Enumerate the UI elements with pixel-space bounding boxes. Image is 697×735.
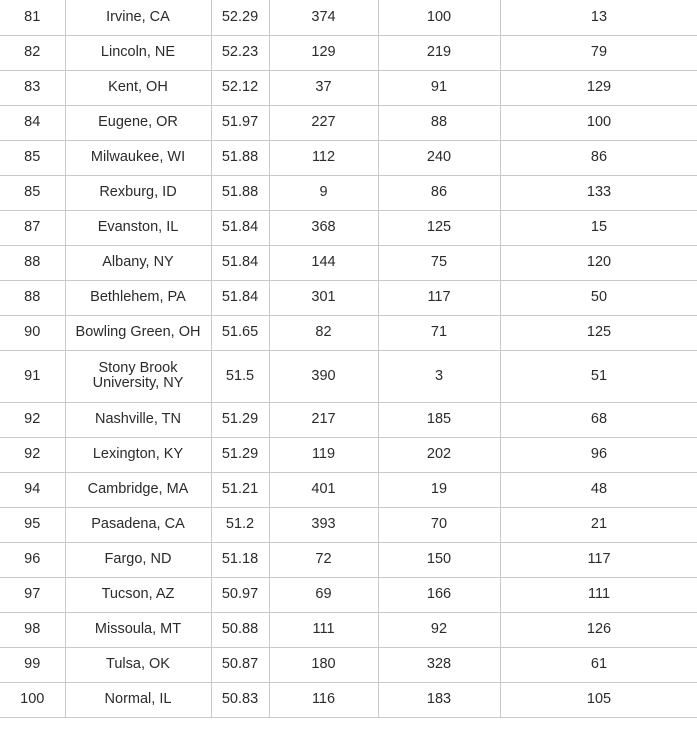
rank-cell: 96 — [0, 542, 65, 577]
metric-cell: 217 — [269, 402, 378, 437]
metric-cell: 120 — [500, 245, 697, 280]
metric-cell: 393 — [269, 507, 378, 542]
metric-cell: 71 — [378, 315, 500, 350]
metric-cell: 50 — [500, 280, 697, 315]
city-cell: Fargo, ND — [65, 542, 211, 577]
rank-cell: 84 — [0, 105, 65, 140]
rank-cell: 91 — [0, 350, 65, 402]
score-cell: 51.84 — [211, 245, 269, 280]
table-row — [0, 350, 697, 402]
city-cell: Cambridge, MA — [65, 472, 211, 507]
rank-cell: 82 — [0, 35, 65, 70]
city-cell: Pasadena, CA — [65, 507, 211, 542]
score-cell: 51.2 — [211, 507, 269, 542]
metric-cell: 51 — [500, 350, 697, 402]
metric-cell: 9 — [269, 175, 378, 210]
metric-cell: 401 — [269, 472, 378, 507]
metric-cell: 69 — [269, 577, 378, 612]
city-cell: Tucson, AZ — [65, 577, 211, 612]
rank-cell: 94 — [0, 472, 65, 507]
table-row — [0, 612, 697, 647]
rank-cell: 90 — [0, 315, 65, 350]
metric-cell: 72 — [269, 542, 378, 577]
city-cell: Albany, NY — [65, 245, 211, 280]
table-row — [0, 472, 697, 507]
metric-cell: 100 — [500, 105, 697, 140]
metric-cell: 166 — [378, 577, 500, 612]
metric-cell: 88 — [378, 105, 500, 140]
metric-cell: 61 — [500, 647, 697, 682]
score-cell: 51.5 — [211, 350, 269, 402]
rank-cell: 85 — [0, 175, 65, 210]
city-cell: Irvine, CA — [65, 0, 211, 35]
table-row — [0, 70, 697, 105]
score-cell: 51.97 — [211, 105, 269, 140]
metric-cell: 126 — [500, 612, 697, 647]
score-cell: 50.97 — [211, 577, 269, 612]
table-row — [0, 210, 697, 245]
metric-cell: 37 — [269, 70, 378, 105]
score-cell: 51.21 — [211, 472, 269, 507]
metric-cell: 150 — [378, 542, 500, 577]
city-cell: Milwaukee, WI — [65, 140, 211, 175]
rank-cell: 88 — [0, 280, 65, 315]
metric-cell: 111 — [500, 577, 697, 612]
table-row — [0, 437, 697, 472]
metric-cell: 86 — [378, 175, 500, 210]
rank-cell: 88 — [0, 245, 65, 280]
metric-cell: 15 — [500, 210, 697, 245]
score-cell: 51.88 — [211, 140, 269, 175]
city-cell: Lexington, KY — [65, 437, 211, 472]
metric-cell: 19 — [378, 472, 500, 507]
city-cell: Lincoln, NE — [65, 35, 211, 70]
metric-cell: 301 — [269, 280, 378, 315]
rank-cell: 81 — [0, 0, 65, 35]
metric-cell: 328 — [378, 647, 500, 682]
metric-cell: 21 — [500, 507, 697, 542]
city-cell: Stony Brook University, NY — [65, 350, 211, 402]
score-cell: 50.88 — [211, 612, 269, 647]
table-row — [0, 140, 697, 175]
table-row — [0, 577, 697, 612]
city-cell: Kent, OH — [65, 70, 211, 105]
table-row — [0, 280, 697, 315]
score-cell: 51.29 — [211, 402, 269, 437]
score-cell: 51.29 — [211, 437, 269, 472]
table-row — [0, 402, 697, 437]
metric-cell: 100 — [378, 0, 500, 35]
score-cell: 50.83 — [211, 682, 269, 717]
score-cell: 51.88 — [211, 175, 269, 210]
city-cell: Nashville, TN — [65, 402, 211, 437]
city-cell: Bethlehem, PA — [65, 280, 211, 315]
table-row — [0, 507, 697, 542]
table-row — [0, 175, 697, 210]
rank-cell: 87 — [0, 210, 65, 245]
metric-cell: 202 — [378, 437, 500, 472]
table-row — [0, 315, 697, 350]
metric-cell: 374 — [269, 0, 378, 35]
rank-cell: 95 — [0, 507, 65, 542]
metric-cell: 129 — [500, 70, 697, 105]
metric-cell: 70 — [378, 507, 500, 542]
metric-cell: 92 — [378, 612, 500, 647]
metric-cell: 68 — [500, 402, 697, 437]
table-row — [0, 245, 697, 280]
metric-cell: 368 — [269, 210, 378, 245]
table-row — [0, 0, 697, 35]
metric-cell: 240 — [378, 140, 500, 175]
metric-cell: 111 — [269, 612, 378, 647]
metric-cell: 48 — [500, 472, 697, 507]
rank-cell: 99 — [0, 647, 65, 682]
city-cell: Eugene, OR — [65, 105, 211, 140]
metric-cell: 125 — [378, 210, 500, 245]
score-cell: 51.65 — [211, 315, 269, 350]
rank-cell: 92 — [0, 402, 65, 437]
metric-cell: 105 — [500, 682, 697, 717]
score-cell: 52.29 — [211, 0, 269, 35]
metric-cell: 129 — [269, 35, 378, 70]
rank-cell: 98 — [0, 612, 65, 647]
score-cell: 50.87 — [211, 647, 269, 682]
metric-cell: 183 — [378, 682, 500, 717]
metric-cell: 125 — [500, 315, 697, 350]
metric-cell: 3 — [378, 350, 500, 402]
city-cell: Rexburg, ID — [65, 175, 211, 210]
table-row — [0, 35, 697, 70]
city-cell: Evanston, IL — [65, 210, 211, 245]
city-cell: Missoula, MT — [65, 612, 211, 647]
table-row — [0, 647, 697, 682]
metric-cell: 79 — [500, 35, 697, 70]
metric-cell: 82 — [269, 315, 378, 350]
metric-cell: 116 — [269, 682, 378, 717]
table-row — [0, 542, 697, 577]
metric-cell: 86 — [500, 140, 697, 175]
rank-cell: 83 — [0, 70, 65, 105]
metric-cell: 390 — [269, 350, 378, 402]
rank-cell: 92 — [0, 437, 65, 472]
metric-cell: 119 — [269, 437, 378, 472]
metric-cell: 227 — [269, 105, 378, 140]
score-cell: 51.18 — [211, 542, 269, 577]
score-cell: 52.23 — [211, 35, 269, 70]
score-cell: 52.12 — [211, 70, 269, 105]
rank-cell: 85 — [0, 140, 65, 175]
metric-cell: 180 — [269, 647, 378, 682]
metric-cell: 13 — [500, 0, 697, 35]
table-row — [0, 105, 697, 140]
metric-cell: 185 — [378, 402, 500, 437]
city-cell: Normal, IL — [65, 682, 211, 717]
metric-cell: 117 — [378, 280, 500, 315]
metric-cell: 144 — [269, 245, 378, 280]
rank-cell: 97 — [0, 577, 65, 612]
metric-cell: 133 — [500, 175, 697, 210]
metric-cell: 117 — [500, 542, 697, 577]
metric-cell: 75 — [378, 245, 500, 280]
metric-cell: 96 — [500, 437, 697, 472]
metric-cell: 91 — [378, 70, 500, 105]
city-cell: Tulsa, OK — [65, 647, 211, 682]
city-cell: Bowling Green, OH — [65, 315, 211, 350]
table-row — [0, 682, 697, 717]
rank-cell: 100 — [0, 682, 65, 717]
metric-cell: 112 — [269, 140, 378, 175]
metric-cell: 219 — [378, 35, 500, 70]
score-cell: 51.84 — [211, 210, 269, 245]
score-cell: 51.84 — [211, 280, 269, 315]
